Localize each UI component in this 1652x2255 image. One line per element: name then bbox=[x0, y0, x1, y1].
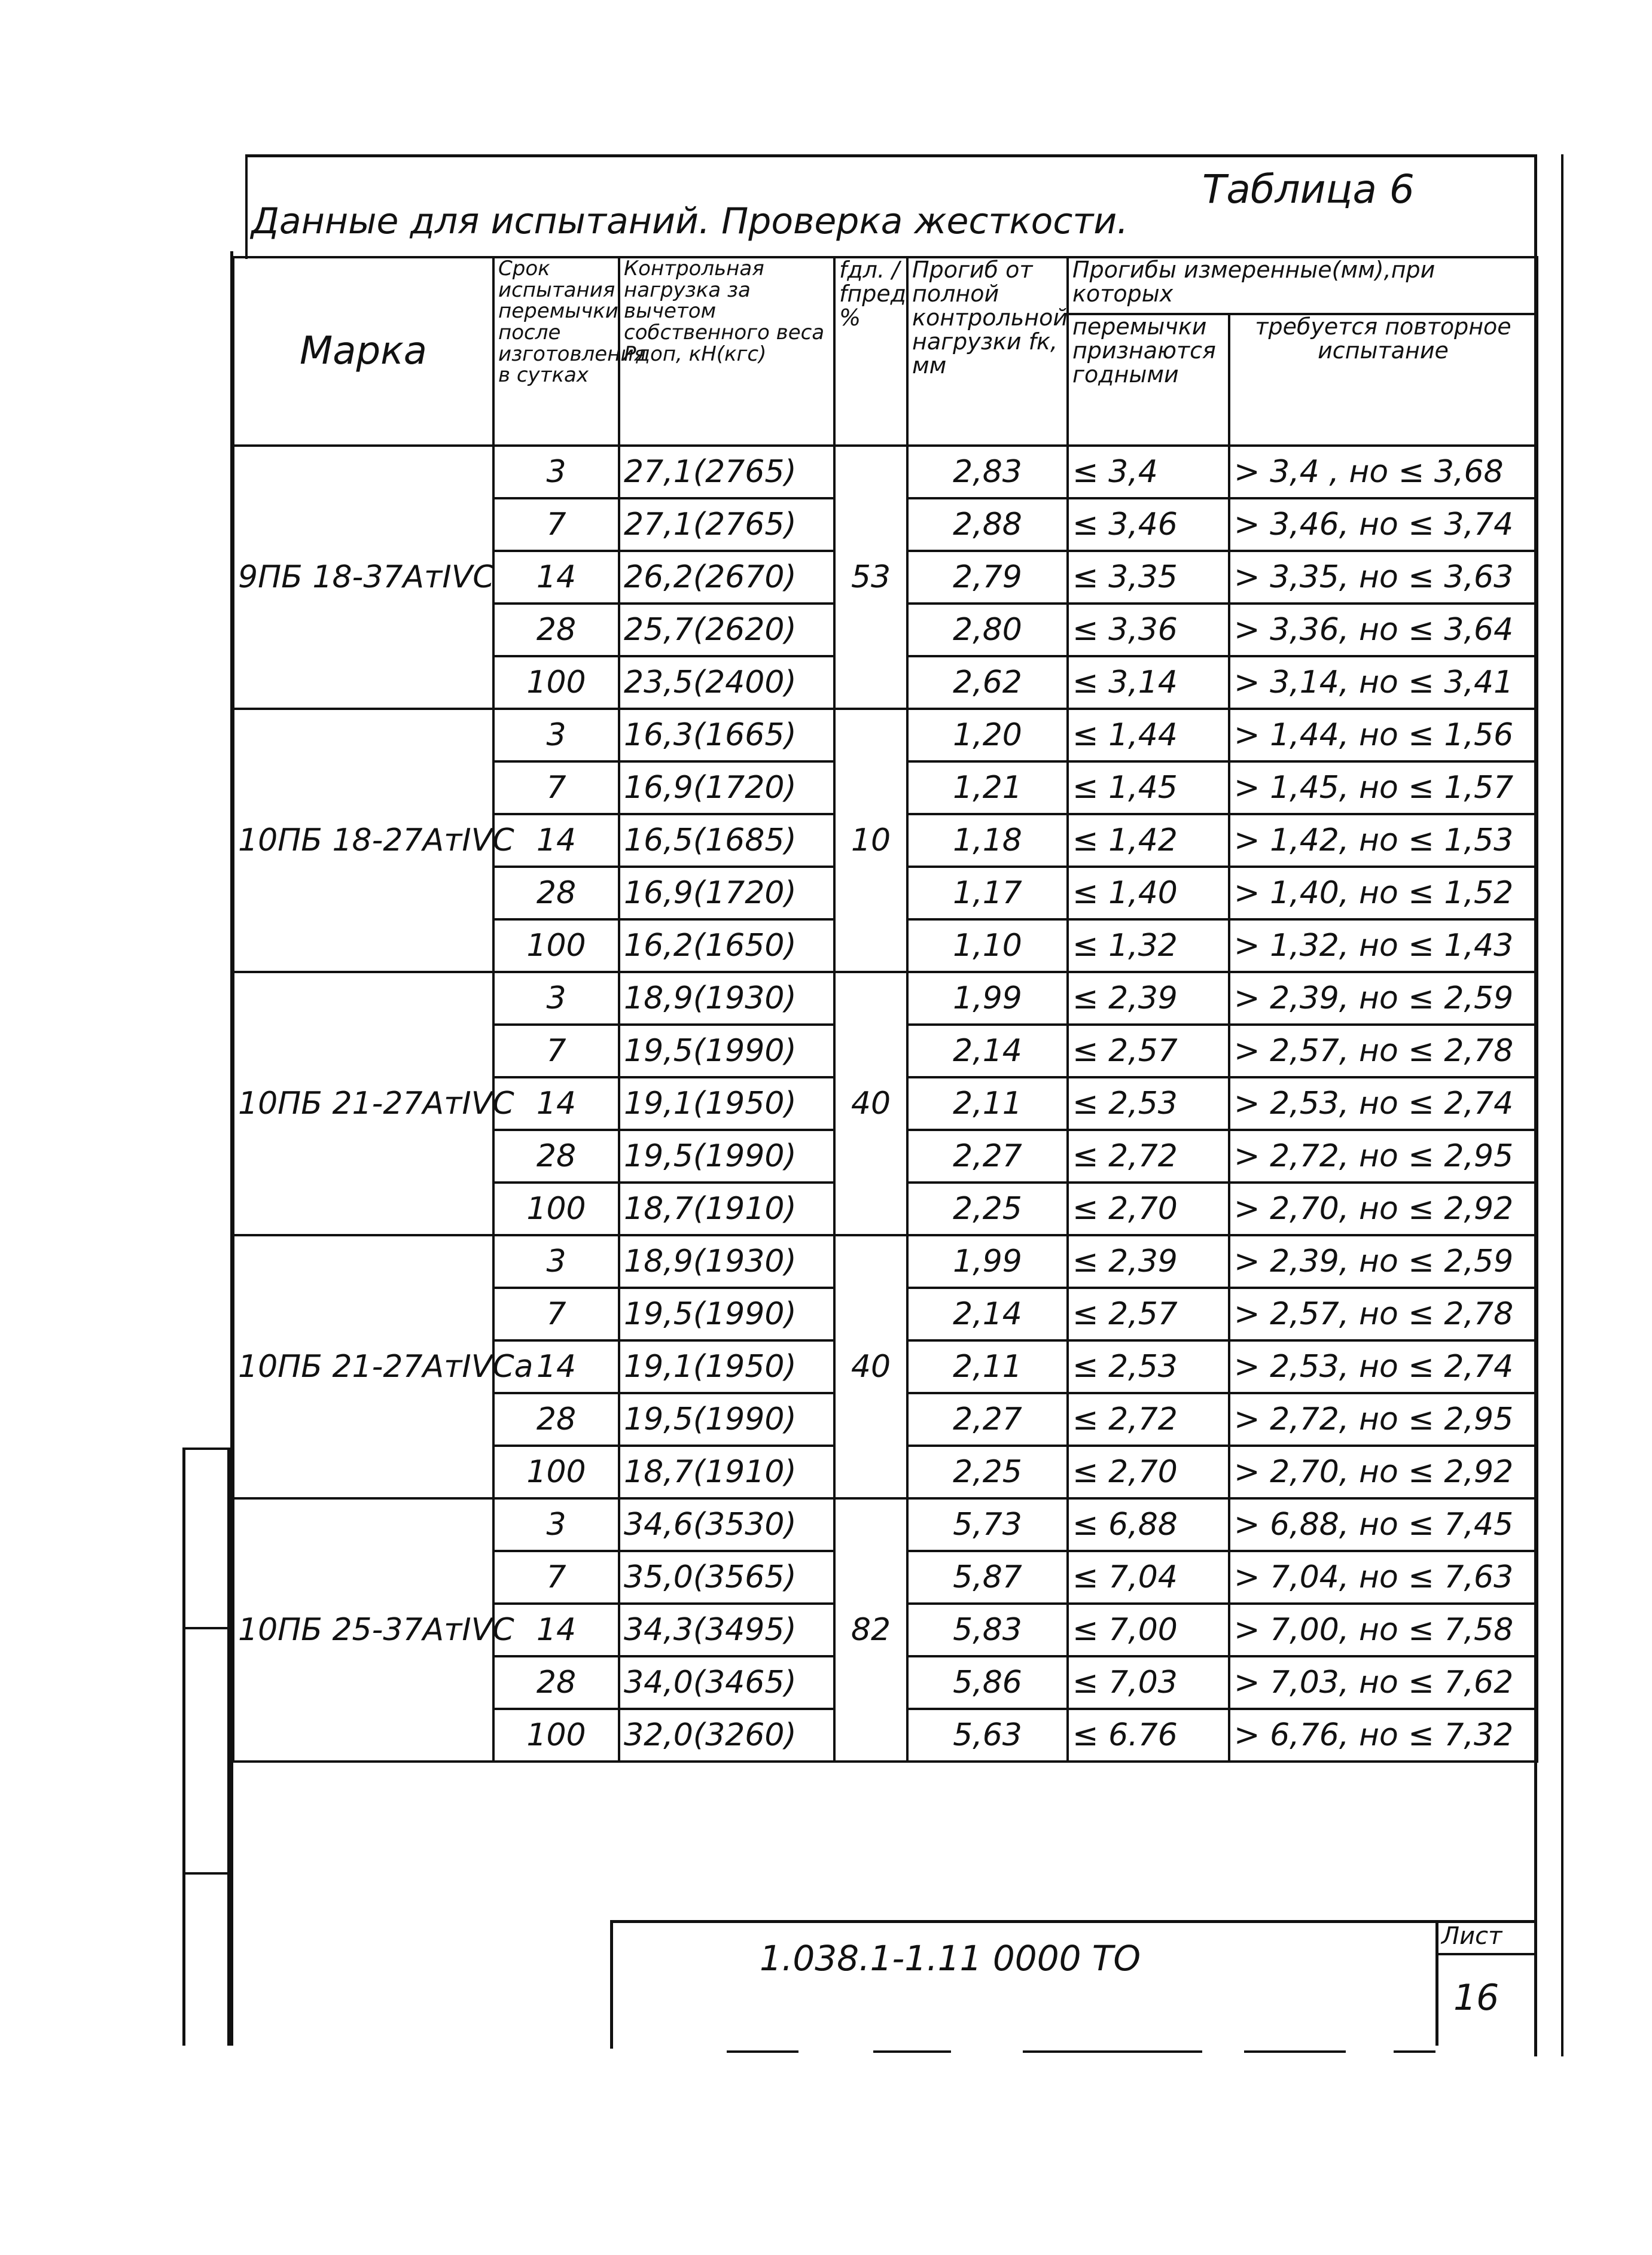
accepted-cell: ≤ 2,39 bbox=[1068, 972, 1229, 1025]
load-cell: 23,5(2400) bbox=[619, 656, 834, 709]
load-cell: 35,0(3565) bbox=[619, 1551, 834, 1604]
accepted-cell: ≤ 2,39 bbox=[1068, 1235, 1229, 1288]
retest-cell: > 3,46, но ≤ 3,74 bbox=[1229, 498, 1537, 551]
days-cell: 28 bbox=[493, 604, 619, 656]
deflection-cell: 1,18 bbox=[907, 814, 1068, 867]
accepted-cell: ≤ 2,70 bbox=[1068, 1183, 1229, 1235]
accepted-cell: ≤ 2,57 bbox=[1068, 1025, 1229, 1077]
accepted-cell: ≤ 6,88 bbox=[1068, 1498, 1229, 1551]
days-cell: 7 bbox=[493, 1288, 619, 1340]
retest-cell: > 3,14, но ≤ 3,41 bbox=[1229, 656, 1537, 709]
load-cell: 16,3(1665) bbox=[619, 709, 834, 761]
load-cell: 16,5(1685) bbox=[619, 814, 834, 867]
deflection-cell: 2,14 bbox=[907, 1025, 1068, 1077]
frame-left-line-upper bbox=[245, 154, 248, 259]
retest-cell: > 2,70, но ≤ 2,92 bbox=[1229, 1446, 1537, 1498]
table-number-label: Таблица 6 bbox=[1202, 166, 1415, 212]
table-header bbox=[233, 257, 1537, 446]
bottom-dash bbox=[1023, 2050, 1202, 2053]
days-cell: 7 bbox=[493, 1551, 619, 1604]
retest-cell: > 3,35, но ≤ 3,63 bbox=[1229, 551, 1537, 604]
header-accepted: перемычки признаются годными bbox=[1068, 314, 1229, 446]
stiffness-test-table bbox=[232, 256, 1538, 1763]
retest-cell: > 2,53, но ≤ 2,74 bbox=[1229, 1077, 1537, 1130]
retest-cell: > 2,57, но ≤ 2,78 bbox=[1229, 1025, 1537, 1077]
load-cell: 26,2(2670) bbox=[619, 551, 834, 604]
load-cell: 27,1(2765) bbox=[619, 446, 834, 498]
header-retest: требуется повторное испытание bbox=[1229, 314, 1537, 446]
accepted-cell: ≤ 7,00 bbox=[1068, 1604, 1229, 1656]
retest-cell: > 1,45, но ≤ 1,57 bbox=[1229, 761, 1537, 814]
days-cell: 14 bbox=[493, 1340, 619, 1393]
pct-cell: 40 bbox=[834, 972, 907, 1235]
load-cell: 18,7(1910) bbox=[619, 1446, 834, 1498]
load-cell: 34,6(3530) bbox=[619, 1498, 834, 1551]
binding-margin-line-inner bbox=[227, 1448, 230, 2046]
load-cell: 19,5(1990) bbox=[619, 1130, 834, 1183]
retest-cell: > 1,44, но ≤ 1,56 bbox=[1229, 709, 1537, 761]
retest-cell: > 3,36, но ≤ 3,64 bbox=[1229, 604, 1537, 656]
days-cell: 28 bbox=[493, 1656, 619, 1709]
deflection-cell: 1,17 bbox=[907, 867, 1068, 919]
header-mark: Марка bbox=[233, 257, 493, 446]
days-cell: 14 bbox=[493, 814, 619, 867]
mark-cell: 10ПБ 21-27АтIVСа bbox=[233, 1235, 493, 1498]
load-cell: 18,7(1910) bbox=[619, 1183, 834, 1235]
load-cell: 16,2(1650) bbox=[619, 919, 834, 972]
table-row bbox=[233, 446, 1537, 498]
table-row bbox=[233, 972, 1537, 1025]
retest-cell: > 2,72, но ≤ 2,95 bbox=[1229, 1130, 1537, 1183]
retest-cell: > 2,72, но ≤ 2,95 bbox=[1229, 1393, 1537, 1446]
load-cell: 18,9(1930) bbox=[619, 1235, 834, 1288]
mark-cell: 10ПБ 18-27АтIVС bbox=[233, 709, 493, 972]
table-body bbox=[233, 446, 1537, 1762]
days-cell: 3 bbox=[493, 972, 619, 1025]
load-cell: 19,5(1990) bbox=[619, 1288, 834, 1340]
deflection-cell: 5,87 bbox=[907, 1551, 1068, 1604]
accepted-cell: ≤ 1,32 bbox=[1068, 919, 1229, 972]
accepted-cell: ≤ 3,35 bbox=[1068, 551, 1229, 604]
retest-cell: > 1,40, но ≤ 1,52 bbox=[1229, 867, 1537, 919]
accepted-cell: ≤ 2,70 bbox=[1068, 1446, 1229, 1498]
days-cell: 3 bbox=[493, 1498, 619, 1551]
accepted-cell: ≤ 3,4 bbox=[1068, 446, 1229, 498]
deflection-cell: 2,11 bbox=[907, 1077, 1068, 1130]
retest-cell: > 6,76, но ≤ 7,32 bbox=[1229, 1709, 1537, 1762]
load-cell: 19,1(1950) bbox=[619, 1077, 834, 1130]
days-cell: 7 bbox=[493, 761, 619, 814]
deflection-cell: 2,11 bbox=[907, 1340, 1068, 1393]
days-cell: 100 bbox=[493, 919, 619, 972]
deflection-cell: 2,79 bbox=[907, 551, 1068, 604]
days-cell: 28 bbox=[493, 1130, 619, 1183]
retest-cell: > 1,32, но ≤ 1,43 bbox=[1229, 919, 1537, 972]
accepted-cell: ≤ 1,40 bbox=[1068, 867, 1229, 919]
binding-margin-tick bbox=[182, 1448, 230, 1450]
days-cell: 100 bbox=[493, 656, 619, 709]
days-cell: 28 bbox=[493, 1393, 619, 1446]
retest-cell: > 1,42, но ≤ 1,53 bbox=[1229, 814, 1537, 867]
deflection-cell: 2,14 bbox=[907, 1288, 1068, 1340]
header-measured-group: Прогибы измеренные(мм),при которых bbox=[1068, 257, 1537, 314]
days-cell: 28 bbox=[493, 867, 619, 919]
pct-cell: 53 bbox=[834, 446, 907, 709]
deflection-cell: 5,63 bbox=[907, 1709, 1068, 1762]
days-cell: 100 bbox=[493, 1446, 619, 1498]
accepted-cell: ≤ 3,46 bbox=[1068, 498, 1229, 551]
accepted-cell: ≤ 7,04 bbox=[1068, 1551, 1229, 1604]
frame-top-line bbox=[245, 154, 1537, 157]
retest-cell: > 2,53, но ≤ 2,74 bbox=[1229, 1340, 1537, 1393]
header-deflection: Прогиб от полной контрольной нагрузки fк, мм bbox=[907, 257, 1068, 446]
days-cell: 3 bbox=[493, 1235, 619, 1288]
deflection-cell: 5,83 bbox=[907, 1604, 1068, 1656]
deflection-cell: 2,83 bbox=[907, 446, 1068, 498]
header-load: Контрольная нагрузка за вычетом собственного веса Рдоп, кН(кгс) bbox=[619, 257, 834, 446]
days-cell: 7 bbox=[493, 1025, 619, 1077]
accepted-cell: ≤ 1,44 bbox=[1068, 709, 1229, 761]
frame-right-line-outer bbox=[1561, 154, 1563, 2056]
deflection-cell: 1,99 bbox=[907, 1235, 1068, 1288]
deflection-cell: 1,20 bbox=[907, 709, 1068, 761]
load-cell: 25,7(2620) bbox=[619, 604, 834, 656]
accepted-cell: ≤ 2,72 bbox=[1068, 1393, 1229, 1446]
deflection-cell: 2,62 bbox=[907, 656, 1068, 709]
load-cell: 34,3(3495) bbox=[619, 1604, 834, 1656]
days-cell: 14 bbox=[493, 1077, 619, 1130]
deflection-cell: 1,10 bbox=[907, 919, 1068, 972]
retest-cell: > 3,4 , но ≤ 3,68 bbox=[1229, 446, 1537, 498]
accepted-cell: ≤ 2,57 bbox=[1068, 1288, 1229, 1340]
pct-cell: 40 bbox=[834, 1235, 907, 1498]
mark-cell: 10ПБ 21-27АтIVС bbox=[233, 972, 493, 1235]
mark-cell: 10ПБ 25-37АтIVС bbox=[233, 1498, 493, 1762]
accepted-cell: ≤ 1,45 bbox=[1068, 761, 1229, 814]
load-cell: 16,9(1720) bbox=[619, 761, 834, 814]
deflection-cell: 2,25 bbox=[907, 1183, 1068, 1235]
binding-margin-line bbox=[182, 1448, 185, 2046]
days-cell: 3 bbox=[493, 446, 619, 498]
document-code: 1.038.1-1.11 0000 ТО bbox=[760, 1938, 1141, 1979]
table-row bbox=[233, 1498, 1537, 1551]
accepted-cell: ≤ 7,03 bbox=[1068, 1656, 1229, 1709]
retest-cell: > 6,88, но ≤ 7,45 bbox=[1229, 1498, 1537, 1551]
accepted-cell: ≤ 3,36 bbox=[1068, 604, 1229, 656]
table-row bbox=[233, 709, 1537, 761]
bottom-dash bbox=[873, 2050, 951, 2053]
load-cell: 34,0(3465) bbox=[619, 1656, 834, 1709]
accepted-cell: ≤ 6.76 bbox=[1068, 1709, 1229, 1762]
deflection-cell: 1,99 bbox=[907, 972, 1068, 1025]
header-pct: fдл. / fпред % bbox=[834, 257, 907, 446]
load-cell: 19,1(1950) bbox=[619, 1340, 834, 1393]
accepted-cell: ≤ 2,53 bbox=[1068, 1340, 1229, 1393]
table-row bbox=[233, 1235, 1537, 1288]
deflection-cell: 2,27 bbox=[907, 1130, 1068, 1183]
days-cell: 3 bbox=[493, 709, 619, 761]
deflection-cell: 5,86 bbox=[907, 1656, 1068, 1709]
load-cell: 19,5(1990) bbox=[619, 1025, 834, 1077]
binding-margin-tick bbox=[182, 1872, 230, 1875]
deflection-cell: 2,25 bbox=[907, 1446, 1068, 1498]
load-cell: 32,0(3260) bbox=[619, 1709, 834, 1762]
deflection-cell: 2,80 bbox=[907, 604, 1068, 656]
deflection-cell: 2,27 bbox=[907, 1393, 1068, 1446]
days-cell: 14 bbox=[493, 1604, 619, 1656]
bottom-dash bbox=[1244, 2050, 1346, 2053]
load-cell: 19,5(1990) bbox=[619, 1393, 834, 1446]
accepted-cell: ≤ 2,53 bbox=[1068, 1077, 1229, 1130]
pct-cell: 10 bbox=[834, 709, 907, 972]
retest-cell: > 7,03, но ≤ 7,62 bbox=[1229, 1656, 1537, 1709]
deflection-cell: 5,73 bbox=[907, 1498, 1068, 1551]
load-cell: 27,1(2765) bbox=[619, 498, 834, 551]
sheet-label: Лист bbox=[1441, 1922, 1502, 1950]
deflection-cell: 2,88 bbox=[907, 498, 1068, 551]
retest-cell: > 7,00, но ≤ 7,58 bbox=[1229, 1604, 1537, 1656]
document-title: Данные для испытаний. Проверка жесткости. bbox=[251, 200, 1129, 242]
deflection-cell: 1,21 bbox=[907, 761, 1068, 814]
sheet-number: 16 bbox=[1453, 1977, 1499, 2019]
bottom-dash bbox=[1394, 2050, 1435, 2053]
days-cell: 7 bbox=[493, 498, 619, 551]
load-cell: 18,9(1930) bbox=[619, 972, 834, 1025]
binding-margin-tick bbox=[182, 1627, 230, 1629]
accepted-cell: ≤ 2,72 bbox=[1068, 1130, 1229, 1183]
bottom-dash bbox=[727, 2050, 798, 2053]
retest-cell: > 2,57, но ≤ 2,78 bbox=[1229, 1288, 1537, 1340]
retest-cell: > 7,04, но ≤ 7,63 bbox=[1229, 1551, 1537, 1604]
pct-cell: 82 bbox=[834, 1498, 907, 1762]
retest-cell: > 2,39, но ≤ 2,59 bbox=[1229, 1235, 1537, 1288]
days-cell: 14 bbox=[493, 551, 619, 604]
title-block-sheet-line bbox=[1435, 1953, 1534, 1955]
load-cell: 16,9(1720) bbox=[619, 867, 834, 919]
retest-cell: > 2,39, но ≤ 2,59 bbox=[1229, 972, 1537, 1025]
title-block-divider bbox=[1435, 1920, 1438, 2046]
accepted-cell: ≤ 3,14 bbox=[1068, 656, 1229, 709]
accepted-cell: ≤ 1,42 bbox=[1068, 814, 1229, 867]
mark-cell: 9ПБ 18-37АтIVС bbox=[233, 446, 493, 709]
days-cell: 100 bbox=[493, 1183, 619, 1235]
days-cell: 100 bbox=[493, 1709, 619, 1762]
header-days: Срок испытания перемычки после изготовления в сутках bbox=[493, 257, 619, 446]
retest-cell: > 2,70, но ≤ 2,92 bbox=[1229, 1183, 1537, 1235]
